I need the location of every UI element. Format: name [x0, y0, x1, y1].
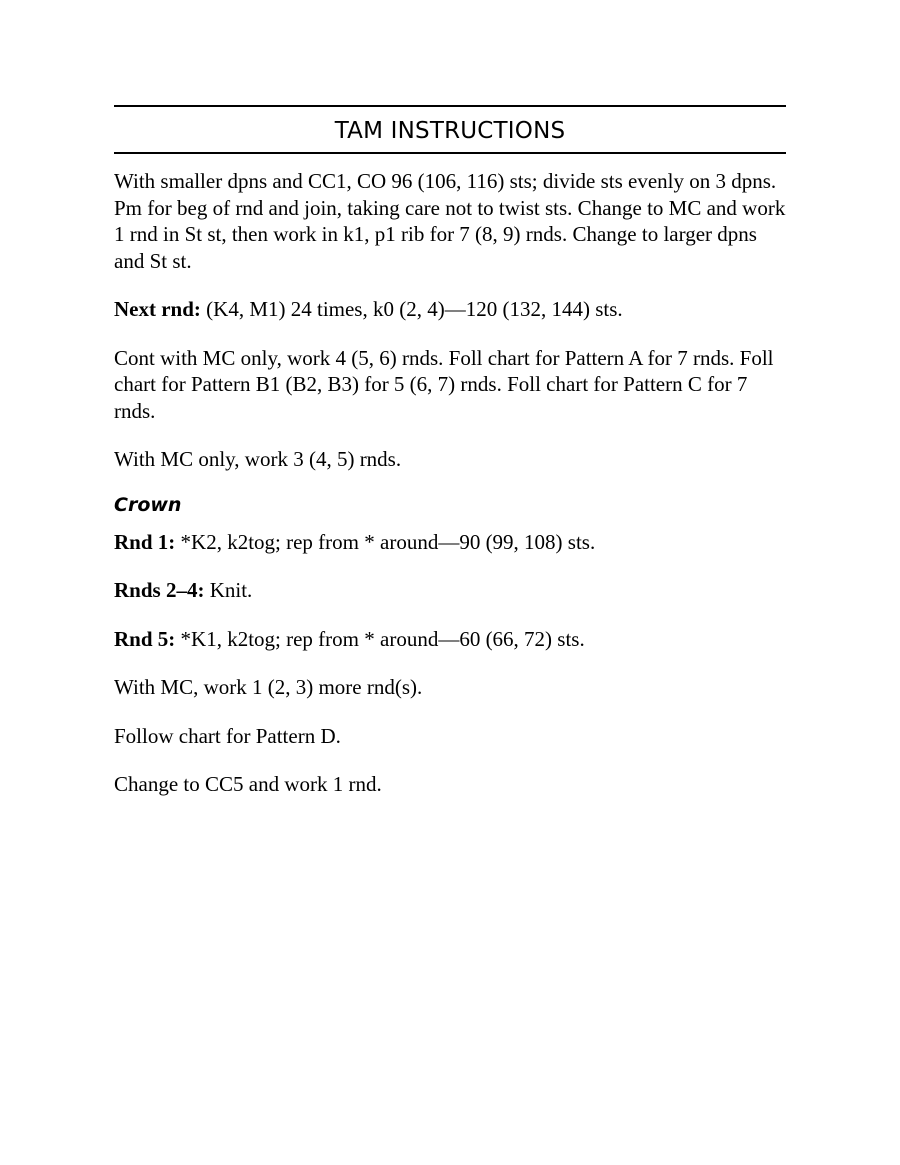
page-title: TAM INSTRUCTIONS	[334, 118, 566, 144]
rnd5-text: *K1, k2tog; rep from * around—60 (66, 72) sts.	[175, 626, 585, 651]
title-bottom-rule	[114, 152, 786, 154]
instructions-body	[114, 168, 786, 798]
document-page	[114, 105, 786, 798]
rnd5-paragraph	[114, 626, 786, 653]
mc-only-paragraph: With MC only, work 3 (4, 5) rnds.	[114, 447, 402, 471]
next-rnd-label: Next rnd:	[114, 297, 201, 321]
more-rnds-paragraph: With MC, work 1 (2, 3) more rnd(s).	[114, 675, 423, 699]
rnds24-paragraph	[114, 577, 786, 604]
cont-paragraph: Cont with MC only, work 4 (5, 6) rnds. Foll chart for Pattern A for 7 rnds. Foll chart for Pattern B1 (B2, B3) for 5 (6, 7) rnds. Foll chart for Pattern C for 7 rnds.	[114, 345, 774, 423]
rnd1-text: *K2, k2tog; rep from * around—90 (99, 108) sts.	[175, 529, 596, 554]
crown-heading: Crown	[114, 493, 182, 516]
change-cc5-paragraph: Change to CC5 and work 1 rnd.	[114, 772, 382, 796]
next-rnd-paragraph	[114, 296, 786, 323]
follow-d-paragraph: Follow chart for Pattern D.	[114, 723, 341, 748]
rnd5-label: Rnd 5:	[114, 626, 176, 651]
rnds24-label: Rnds 2–4:	[114, 578, 205, 602]
rnds24-text: Knit.	[204, 578, 253, 602]
next-rnd-text: (K4, M1) 24 times, k0 (2, 4)—120 (132, 144) sts.	[200, 297, 623, 321]
rnd1-label: Rnd 1:	[114, 529, 176, 554]
rnd1-paragraph	[114, 529, 786, 556]
intro-paragraph: With smaller dpns and CC1, CO 96 (106, 116) sts; divide sts evenly on 3 dpns. Pm for beg of rnd and join, taking care not to twist sts. Change to MC and work 1 rnd in St st, then work in k1, p1 rib for 7 (8, 9) rnds. Change to larger dpns and St st.	[114, 169, 786, 273]
